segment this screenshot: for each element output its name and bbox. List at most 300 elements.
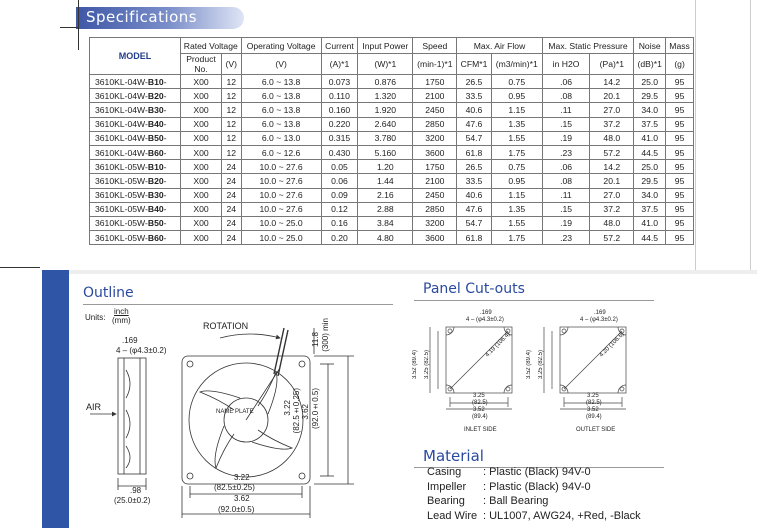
model-prefix: 3610KL-05W-	[95, 218, 148, 229]
cell-db: 25.0	[634, 160, 666, 174]
model-code: B30	[147, 190, 164, 201]
model-suffix: -	[163, 147, 167, 158]
table-row	[90, 202, 694, 216]
vsize-dim-mm: (92.0±0.5)	[311, 388, 320, 430]
model-code: B40	[147, 204, 164, 215]
sub-header-cfm: CFM*1	[457, 54, 491, 75]
units-top: inch	[114, 307, 129, 316]
inlet-vpitch-mm: (82.5)	[424, 350, 430, 366]
cell-inh2o: .19	[542, 131, 590, 145]
outlet-side-label: OUTLET SIDE	[576, 427, 616, 433]
cell-pn: X00	[181, 117, 222, 131]
cell-rpm: 2450	[413, 103, 457, 117]
cell-pa: 27.0	[590, 103, 634, 117]
material-row-bearing	[427, 495, 641, 510]
inlet-diag-in: 4.19	[484, 346, 498, 359]
cell-db: 41.0	[634, 216, 666, 230]
cell-db: 34.0	[634, 188, 666, 202]
cell-inh2o: .15	[542, 202, 590, 216]
cell-op: 10.0 ~ 25.0	[241, 216, 321, 230]
cell-cfm: 40.6	[457, 188, 491, 202]
lead-dim-mm: (300) min	[321, 318, 330, 352]
units-bottom: (mm)	[112, 316, 131, 325]
material-value: : Ball Bearing	[483, 495, 549, 507]
cell-g: 95	[666, 216, 694, 230]
cell-pn: X00	[181, 231, 222, 245]
cell-g: 95	[666, 145, 694, 159]
inlet-vpitch	[424, 350, 430, 379]
cell-v: 24	[222, 174, 242, 188]
model-cell	[90, 188, 181, 202]
col-header-current: Current	[321, 38, 358, 54]
model-prefix: 3610KL-05W-	[95, 232, 148, 243]
sub-header-product: Product No.	[181, 54, 222, 75]
cell-cfm: 54.7	[457, 216, 491, 230]
model-suffix: -	[163, 119, 167, 130]
material-label: Lead Wire	[427, 509, 478, 522]
cell-rpm: 2450	[413, 188, 457, 202]
material-title: Material	[423, 447, 484, 465]
cell-w: 3.780	[358, 131, 413, 145]
model-cell	[90, 202, 181, 216]
vpitch-dim-in: 3.22	[283, 400, 292, 416]
cell-cfm: 61.8	[457, 145, 491, 159]
nameplate-label: NAME PLATE	[216, 409, 254, 415]
cell-inh2o: .11	[542, 103, 590, 117]
cell-inh2o: .06	[542, 160, 590, 174]
cell-m3: 1.55	[491, 131, 542, 145]
cell-cfm: 33.5	[457, 89, 491, 103]
cell-g: 95	[666, 160, 694, 174]
depth-dim-mm: (25.0±0.2)	[114, 496, 151, 505]
cell-m3: 0.95	[491, 174, 542, 188]
inlet-hole-mm: 4 – (φ4.3±0.2)	[466, 317, 504, 323]
model-code: B50	[147, 133, 164, 144]
inlet-pitch-in: 3.25	[473, 393, 485, 399]
cell-pa: 20.1	[590, 89, 634, 103]
cell-m3: 1.75	[491, 145, 542, 159]
hole-dim-in: .169	[122, 336, 138, 345]
air-label: AIR	[86, 402, 102, 412]
outlet-vpitch	[538, 350, 544, 379]
inlet-vsize-in: 3.52	[412, 367, 418, 380]
model-prefix: 3610KL-05W-	[95, 204, 148, 215]
cell-pn: X00	[181, 216, 222, 230]
sub-header-a: (A)*1	[321, 54, 358, 75]
material-list	[427, 466, 641, 524]
cell-cfm: 33.5	[457, 174, 491, 188]
cell-cfm: 47.6	[457, 202, 491, 216]
model-suffix: -	[163, 175, 167, 186]
model-suffix: -	[163, 90, 167, 101]
table-row	[90, 103, 694, 117]
cell-m3: 1.75	[491, 231, 542, 245]
cell-w: 1.44	[358, 174, 413, 188]
cell-v: 24	[222, 231, 242, 245]
cell-inh2o: .19	[542, 216, 590, 230]
cell-pn: X00	[181, 89, 222, 103]
cell-w: 4.80	[358, 231, 413, 245]
table-row	[90, 160, 694, 174]
outlet-diag-in: 4.20	[598, 346, 612, 359]
model-cell	[90, 160, 181, 174]
model-suffix: -	[163, 190, 167, 201]
outlet-vsize-mm: (89.4)	[526, 350, 532, 366]
depth-dim-in: .98	[130, 486, 142, 495]
spec-table	[89, 37, 694, 245]
cell-w: 2.16	[358, 188, 413, 202]
model-suffix: -	[163, 218, 167, 229]
cell-g: 95	[666, 188, 694, 202]
inlet-diag-mm: (106.4)	[494, 331, 512, 350]
table-row	[90, 174, 694, 188]
cell-v: 12	[222, 131, 242, 145]
outlet-vsize-in: 3.52	[526, 367, 532, 380]
model-cell	[90, 145, 181, 159]
inlet-size-mm: (89.4)	[472, 414, 488, 420]
outlet-size-in: 3.52	[587, 407, 599, 413]
cell-pa: 48.0	[590, 131, 634, 145]
cell-pa: 27.0	[590, 188, 634, 202]
cell-op: 10.0 ~ 25.0	[241, 231, 321, 245]
model-code: B60	[147, 232, 164, 243]
model-cell	[90, 131, 181, 145]
outlet-diag-mm: (106.6)	[608, 331, 626, 350]
model-code: B30	[147, 104, 164, 115]
model-prefix: 3610KL-04W-	[95, 147, 148, 158]
material-value: : UL1007, AWG24, +Red, -Black	[483, 509, 641, 522]
cell-a: 0.16	[321, 216, 358, 230]
cell-op: 6.0 ~ 13.8	[241, 89, 321, 103]
inlet-vsize-mm: (89.4)	[412, 350, 418, 366]
model-prefix: 3610KL-04W-	[95, 104, 148, 115]
cell-g: 95	[666, 117, 694, 131]
cell-op: 10.0 ~ 27.6	[241, 160, 321, 174]
table-row	[90, 75, 694, 89]
col-header-pressure: Max. Static Pressure	[542, 38, 634, 54]
cell-inh2o: .15	[542, 117, 590, 131]
cell-inh2o: .08	[542, 174, 590, 188]
model-suffix: -	[163, 133, 167, 144]
material-value: : Plastic (Black) 94V-0	[483, 480, 591, 493]
cell-w: 2.640	[358, 117, 413, 131]
cell-w: 1.920	[358, 103, 413, 117]
cell-rpm: 3600	[413, 145, 457, 159]
cutouts-title-underline	[414, 300, 654, 301]
outlet-hole-mm: 4 – (φ4.3±0.2)	[580, 317, 618, 323]
cell-g: 95	[666, 202, 694, 216]
cell-pn: X00	[181, 160, 222, 174]
col-header-model: MODEL	[90, 38, 181, 75]
cell-pn: X00	[181, 188, 222, 202]
cell-w: 1.320	[358, 89, 413, 103]
cell-rpm: 2850	[413, 202, 457, 216]
table-row	[90, 145, 694, 159]
divider-band	[69, 270, 757, 274]
model-cell	[90, 216, 181, 230]
cell-db: 41.0	[634, 131, 666, 145]
material-row-leadwire	[427, 510, 641, 525]
cell-rpm: 2100	[413, 174, 457, 188]
cell-m3: 0.75	[491, 160, 542, 174]
cell-cfm: 40.6	[457, 103, 491, 117]
col-header-operating: Operating Voltage	[241, 38, 321, 54]
model-suffix: -	[163, 204, 167, 215]
table-row	[90, 89, 694, 103]
cell-inh2o: .23	[542, 145, 590, 159]
cell-a: 0.315	[321, 131, 358, 145]
cell-op: 6.0 ~ 13.8	[241, 75, 321, 89]
cell-a: 0.09	[321, 188, 358, 202]
model-cell	[90, 75, 181, 89]
cutouts-title: Panel Cut-outs	[423, 281, 525, 297]
rotation-label: ROTATION	[203, 321, 249, 331]
sub-header-db: (dB)*1	[634, 54, 666, 75]
cell-db: 34.0	[634, 103, 666, 117]
pitch-dim-mm: (82.5±0.25)	[214, 483, 255, 492]
table-row	[90, 216, 694, 230]
units-label: Units:	[85, 313, 106, 322]
table-row	[90, 131, 694, 145]
cell-w: 5.160	[358, 145, 413, 159]
cell-op: 6.0 ~ 12.6	[241, 145, 321, 159]
cell-g: 95	[666, 103, 694, 117]
section-title-specifications: Specifications	[86, 8, 198, 26]
cell-a: 0.073	[321, 75, 358, 89]
sub-header-v: (V)	[222, 54, 242, 75]
cell-cfm: 61.8	[457, 231, 491, 245]
cell-g: 95	[666, 75, 694, 89]
cell-a: 0.110	[321, 89, 358, 103]
cell-g: 95	[666, 131, 694, 145]
cell-m3: 1.55	[491, 216, 542, 230]
model-code: B20	[147, 90, 164, 101]
cell-w: 0.876	[358, 75, 413, 89]
material-value: : Plastic (Black) 94V-0	[483, 466, 591, 478]
cell-cfm: 54.7	[457, 131, 491, 145]
cell-v: 24	[222, 188, 242, 202]
model-prefix: 3610KL-04W-	[95, 119, 148, 130]
cell-a: 0.12	[321, 202, 358, 216]
cell-v: 12	[222, 145, 242, 159]
cell-cfm: 26.5	[457, 75, 491, 89]
cell-rpm: 3200	[413, 131, 457, 145]
cell-db: 25.0	[634, 75, 666, 89]
cell-op: 10.0 ~ 27.6	[241, 202, 321, 216]
cell-inh2o: .11	[542, 188, 590, 202]
cell-pa: 57.2	[590, 145, 634, 159]
side-accent-bar	[42, 270, 69, 528]
outlet-vpitch-mm: (82.5)	[538, 350, 544, 366]
cell-w: 1.20	[358, 160, 413, 174]
inlet-vsize	[412, 350, 418, 379]
cell-inh2o: .06	[542, 75, 590, 89]
model-prefix: 3610KL-05W-	[95, 161, 148, 172]
sub-header-w: (W)*1	[358, 54, 413, 75]
cell-inh2o: .23	[542, 231, 590, 245]
cell-v: 12	[222, 75, 242, 89]
cell-pa: 37.2	[590, 202, 634, 216]
model-cell	[90, 103, 181, 117]
cell-db: 44.5	[634, 145, 666, 159]
table-row	[90, 117, 694, 131]
model-code: B40	[147, 119, 164, 130]
outline-title-underline	[83, 304, 393, 305]
lead-dim-in: 11.8	[311, 332, 320, 347]
cell-op: 6.0 ~ 13.8	[241, 103, 321, 117]
inlet-size-in: 3.52	[473, 407, 485, 413]
model-suffix: -	[163, 104, 167, 115]
cell-rpm: 1750	[413, 75, 457, 89]
outlet-hole-in: .169	[594, 310, 606, 316]
cell-rpm: 1750	[413, 160, 457, 174]
cell-pa: 57.2	[590, 231, 634, 245]
cell-op: 6.0 ~ 13.8	[241, 117, 321, 131]
corner-line-horizontal	[60, 27, 78, 28]
cell-pn: X00	[181, 202, 222, 216]
sub-header-m3: (m3/min)*1	[491, 54, 542, 75]
cell-m3: 1.35	[491, 117, 542, 131]
side-view-frame	[118, 358, 146, 474]
sub-header-g: (g)	[666, 54, 694, 75]
model-cell	[90, 174, 181, 188]
cell-a: 0.20	[321, 231, 358, 245]
sub-header-rpm: (min-1)*1	[413, 54, 457, 75]
table-row	[90, 188, 694, 202]
cell-m3: 1.35	[491, 202, 542, 216]
outlet-pitch-mm: (82.5)	[586, 400, 602, 406]
material-label: Casing	[427, 466, 462, 478]
model-prefix: 3610KL-04W-	[95, 133, 148, 144]
cell-db: 37.5	[634, 117, 666, 131]
outlet-vpitch-in: 3.25	[538, 367, 544, 380]
cell-op: 10.0 ~ 27.6	[241, 188, 321, 202]
inlet-pitch-mm: (82.5)	[472, 400, 488, 406]
cell-v: 24	[222, 160, 242, 174]
hole-dim-mm: 4 – (φ4.3±0.2)	[116, 346, 167, 355]
outline-title: Outline	[83, 285, 134, 301]
cell-db: 29.5	[634, 89, 666, 103]
cell-cfm: 26.5	[457, 160, 491, 174]
margin-line	[695, 0, 696, 270]
outlet-size-mm: (89.4)	[586, 414, 602, 420]
model-code: B10	[147, 76, 164, 87]
cell-db: 37.5	[634, 202, 666, 216]
model-code: B60	[147, 147, 164, 158]
cell-w: 3.84	[358, 216, 413, 230]
vsize-dim-in: 3.62	[301, 404, 310, 420]
model-suffix: -	[163, 161, 167, 172]
sub-header-pa: (Pa)*1	[590, 54, 634, 75]
cell-pn: X00	[181, 145, 222, 159]
outlet-pitch-in: 3.25	[587, 393, 599, 399]
cell-pn: X00	[181, 174, 222, 188]
model-code: B10	[147, 161, 164, 172]
inlet-side-label: INLET SIDE	[464, 427, 497, 433]
pitch-dim-in: 3.22	[234, 473, 250, 482]
cell-w: 2.88	[358, 202, 413, 216]
col-header-mass: Mass	[666, 38, 694, 54]
model-cell	[90, 117, 181, 131]
cell-op: 10.0 ~ 27.6	[241, 174, 321, 188]
col-header-rated: Rated Voltage	[181, 38, 242, 54]
vpitch-dim-mm: (82.5±0.25)	[292, 388, 301, 434]
cell-m3: 1.15	[491, 103, 542, 117]
cell-a: 0.06	[321, 174, 358, 188]
cell-inh2o: .08	[542, 89, 590, 103]
model-prefix: 3610KL-05W-	[95, 175, 148, 186]
col-header-airflow: Max. Air Flow	[457, 38, 543, 54]
cell-pa: 20.1	[590, 174, 634, 188]
inlet-vpitch-in: 3.25	[424, 367, 430, 380]
col-header-noise: Noise	[634, 38, 666, 54]
cutouts-drawing	[410, 305, 655, 440]
cell-pa: 14.2	[590, 75, 634, 89]
cell-a: 0.05	[321, 160, 358, 174]
size-dim-in: 3.62	[234, 494, 250, 503]
cell-db: 29.5	[634, 174, 666, 188]
cell-pa: 37.2	[590, 117, 634, 131]
sub-header-inh2o: in H2O	[542, 54, 590, 75]
size-dim-mm: (92.0±0.5)	[218, 505, 255, 514]
cell-db: 44.5	[634, 231, 666, 245]
cell-g: 95	[666, 231, 694, 245]
cell-pa: 14.2	[590, 160, 634, 174]
cell-rpm: 2850	[413, 117, 457, 131]
cell-g: 95	[666, 89, 694, 103]
cell-rpm: 2100	[413, 89, 457, 103]
cell-pa: 48.0	[590, 216, 634, 230]
margin-line	[0, 267, 40, 268]
cell-op: 6.0 ~ 13.0	[241, 131, 321, 145]
cell-m3: 0.95	[491, 89, 542, 103]
material-label: Bearing	[427, 495, 465, 507]
cell-rpm: 3600	[413, 231, 457, 245]
model-code: B20	[147, 175, 164, 186]
outlet-vsize	[526, 350, 532, 379]
model-suffix: -	[163, 76, 167, 87]
cell-rpm: 3200	[413, 216, 457, 230]
cell-pn: X00	[181, 131, 222, 145]
sub-header-op: (V)	[241, 54, 321, 75]
model-code: B50	[147, 218, 164, 229]
cell-m3: 1.15	[491, 188, 542, 202]
model-cell	[90, 231, 181, 245]
table-subheader-row	[90, 54, 694, 75]
cell-v: 24	[222, 202, 242, 216]
material-row-casing	[427, 466, 641, 481]
cell-v: 12	[222, 103, 242, 117]
col-header-input: Input Power	[358, 38, 413, 54]
col-header-speed: Speed	[413, 38, 457, 54]
cell-pn: X00	[181, 75, 222, 89]
cell-g: 95	[666, 174, 694, 188]
model-prefix: 3610KL-04W-	[95, 90, 148, 101]
cell-v: 12	[222, 117, 242, 131]
cell-v: 12	[222, 89, 242, 103]
table-row	[90, 231, 694, 245]
cell-a: 0.430	[321, 145, 358, 159]
corner-line-vertical	[78, 0, 79, 50]
model-prefix: 3610KL-05W-	[95, 190, 148, 201]
material-row-impeller	[427, 481, 641, 496]
margin-line	[750, 0, 751, 270]
cell-pn: X00	[181, 103, 222, 117]
cell-v: 24	[222, 216, 242, 230]
cell-m3: 0.75	[491, 75, 542, 89]
cell-cfm: 47.6	[457, 117, 491, 131]
inlet-hole-in: .169	[480, 310, 492, 316]
